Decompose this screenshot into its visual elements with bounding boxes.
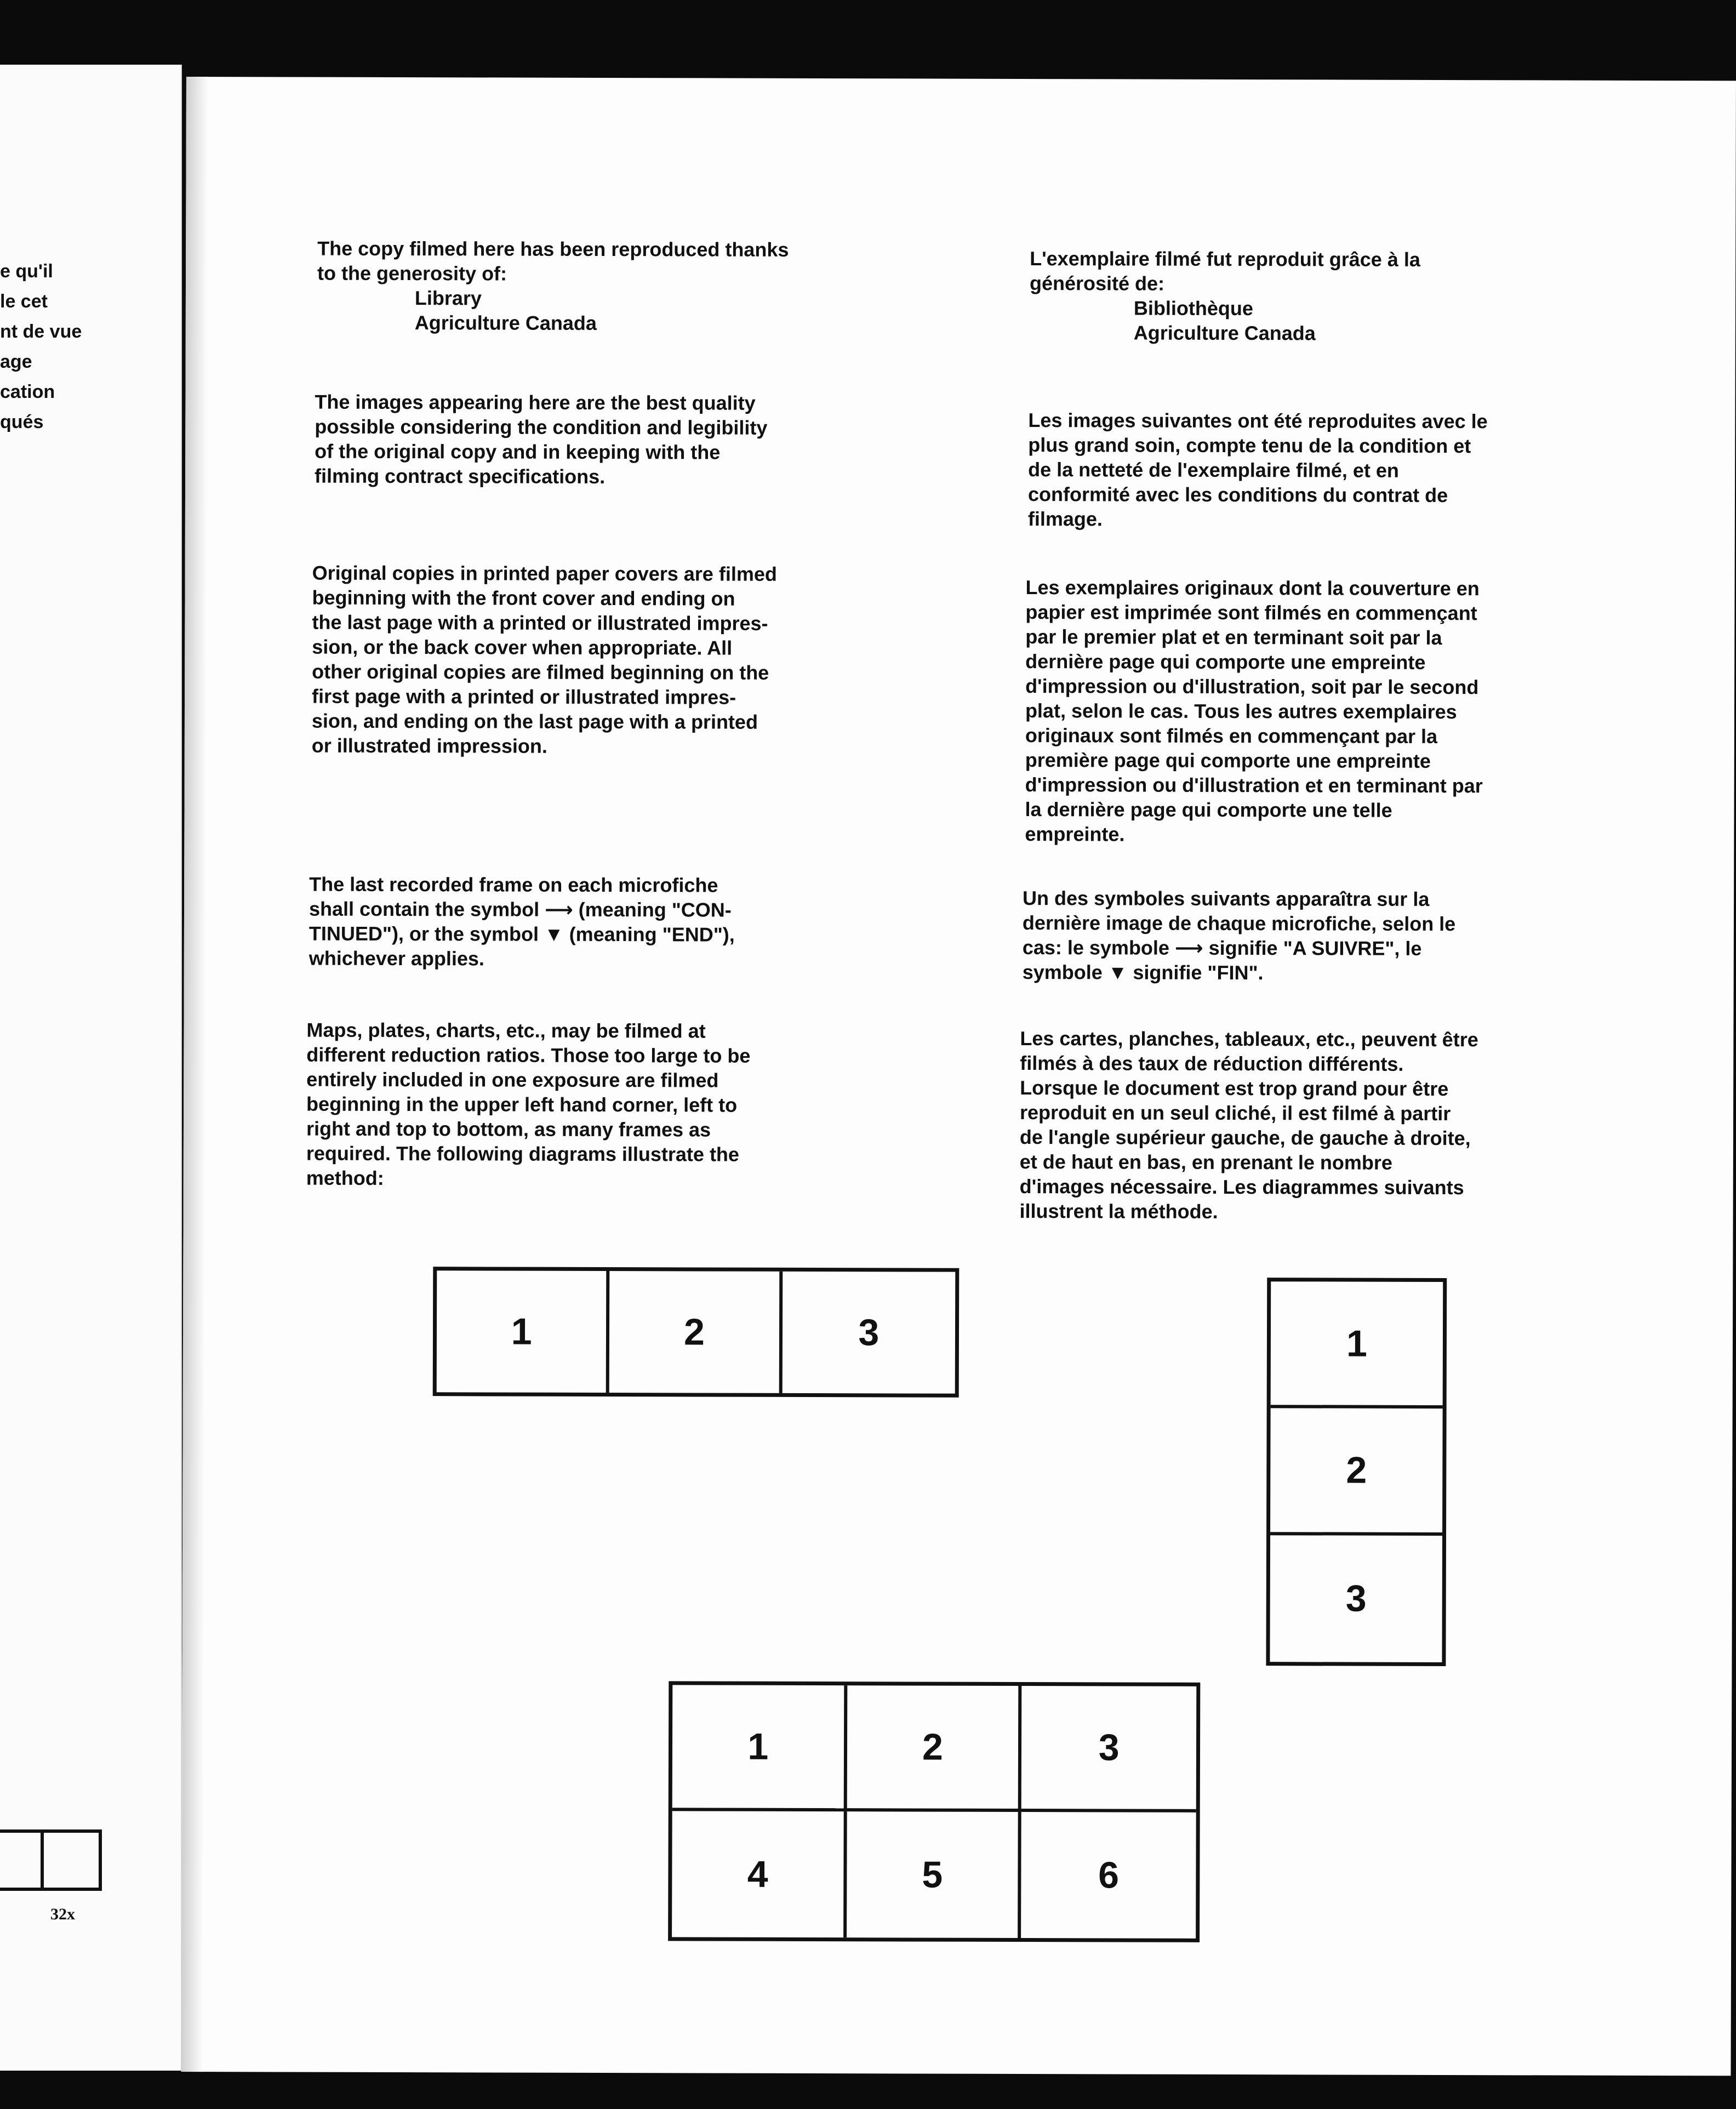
text-line: whichever applies. [309,947,484,970]
institution-line: Library [414,287,482,310]
text-line: entirely included in one exposure are filmed [306,1068,719,1092]
left-text-fragment: nt de vue [0,321,82,342]
text-line: papier est imprimée sont filmés en commençant [1025,601,1477,625]
text-line: d'impression ou d'illustration, soit par le second [1025,675,1479,699]
text-line: the last page with a printed or illustrated impres- [312,611,768,635]
french-thanks-paragraph [1030,246,1420,346]
text-line: première page qui comporte une empreinte [1025,749,1431,772]
frame-cell: 5 [847,1811,1021,1938]
text-line: different reduction ratios. Those too large to be [306,1043,751,1067]
text-line: plat, selon le cas. Tous les autres exemplaires [1025,699,1457,723]
text-line: de la netteté de l'exemplaire filmé, et en [1028,458,1399,482]
text-line: Les cartes, planches, tableaux, etc., peuvent être [1020,1027,1478,1051]
text-line: originaux sont filmés en commençant par la [1025,724,1438,748]
text-line: de l'angle supérieur gauche, de gauche à droite, [1019,1125,1471,1150]
english-symbols-paragraph [309,872,735,972]
text-line: symbole ▼ signifie "FIN". [1022,961,1264,984]
text-line: filmés à des taux de réduction différents. [1020,1051,1404,1075]
text-line: empreinte. [1025,823,1125,846]
english-quality-paragraph [315,390,768,489]
text-line: The images appearing here are the best quality [315,390,756,414]
text-line: TINUED"), or the symbol ▼ (meaning "END"), [309,922,735,946]
text-line: other original copies are filmed beginning on the [312,660,769,684]
institution-line: Bibliothèque [1133,297,1253,320]
text-line: générosité de: [1029,272,1165,295]
text-line: la dernière page qui comporte une telle [1025,798,1392,822]
text-line: reproduit en un seul cliché, il est filmé à partir [1020,1101,1451,1125]
text-line: Les images suivantes ont été reproduites avec le [1028,409,1488,433]
text-line: required. The following diagrams illustrate the [306,1142,740,1166]
frame-cell: 2 [609,1271,783,1393]
text-line: d'impression ou d'illustration et en terminant par [1025,773,1483,797]
text-line: or illustrated impression. [311,734,547,757]
text-line: beginning in the upper left hand corner, left to [306,1092,738,1116]
left-diagram-fragment [0,1829,102,1891]
text-line: sion, and ending on the last page with a printed [311,709,758,733]
page-spine-shadow [181,77,208,2072]
text-line: dernière page qui comporte une empreinte [1025,650,1426,674]
text-line: right and top to bottom, as many frames as [306,1117,711,1141]
text-line: Lorsque le document est trop grand pour être [1020,1076,1449,1101]
text-line: plus grand soin, compte tenu de la condition et [1028,434,1471,458]
text-line: Un des symboles suivants apparaîtra sur la [1023,887,1430,910]
institution-line: Agriculture Canada [414,311,597,334]
text-line: first page with a printed or illustrated impres- [311,685,736,709]
text-line: possible considering the condition and legibility [315,415,768,439]
text-line: filmage. [1027,508,1103,531]
french-maps-paragraph [1020,1026,1478,1224]
text-line: beginning with the front cover and ending on [312,586,735,610]
text-line: The copy filmed here has been reproduced thanks [317,237,789,261]
text-line: L'exemplaire filmé fut reproduit grâce à la [1030,247,1420,271]
text-line: The last recorded frame on each microfiche [309,873,718,897]
text-line: filming contract specifications. [315,464,606,488]
text-line: method: [306,1166,384,1189]
text-line: Original copies in printed paper covers are filmed [312,561,777,585]
text-line: cas: le symbole ⟶ signifie "A SUIVRE", le [1022,936,1422,960]
frame-cell: 1 [1271,1281,1443,1409]
text-line: d'images nécessaire. Les diagrammes suivants [1019,1175,1464,1199]
frame-cell: 2 [847,1685,1021,1812]
french-symbols-paragraph [1023,886,1456,985]
left-text-fragment: le cet [0,291,48,312]
frame-cell: 1 [672,1685,847,1811]
frame-cell: 6 [1098,1854,1120,1896]
text-line: Maps, plates, charts, etc., may be filmed at [306,1018,706,1042]
left-text-fragment: e qu'il [0,261,53,282]
reduction-ratio-label: 32x [50,1905,75,1923]
left-text-fragment: age [0,351,32,372]
text-line: Les exemplaires originaux dont la couverture en [1025,576,1480,600]
frame-cell: 3 [858,1312,880,1354]
frame-cell: 3 [1345,1577,1367,1620]
left-text-fragment: cation [0,381,55,402]
text-line: et de haut en bas, en prenant le nombre [1019,1150,1393,1174]
text-line: illustrent la méthode. [1019,1199,1218,1223]
text-line: shall contain the symbol ⟶ (meaning "CON- [309,897,732,921]
frame-cell: 3 [1021,1686,1196,1812]
english-maps-paragraph [306,1018,751,1192]
text-line: conformité avec les conditions du contrat de [1027,483,1448,507]
six-frame-grid-diagram [668,1681,1200,1942]
horizontal-frame-diagram [433,1267,960,1398]
diagram-divider [41,1833,44,1888]
left-text-fragment: qués [0,412,44,432]
frame-cell: 4 [672,1811,847,1937]
institution-line: Agriculture Canada [1133,321,1316,345]
english-originals-paragraph [312,561,777,759]
text-line: of the original copy and in keeping with the [315,440,721,464]
frame-cell: 2 [1270,1409,1443,1536]
french-originals-paragraph [1025,575,1483,847]
text-line: par le premier plat et en terminant soit par la [1025,625,1442,649]
english-thanks-paragraph [317,236,789,336]
text-line: sion, or the back cover when appropriate. All [312,635,733,659]
text-line: to the generosity of: [317,261,507,285]
text-line: dernière image de chaque microfiche, selon le [1022,911,1456,936]
frame-cell: 1 [437,1270,610,1393]
left-page-fragment [0,65,182,2071]
french-quality-paragraph [1028,408,1488,532]
main-page [181,77,1736,2076]
vertical-frame-diagram [1266,1278,1447,1666]
